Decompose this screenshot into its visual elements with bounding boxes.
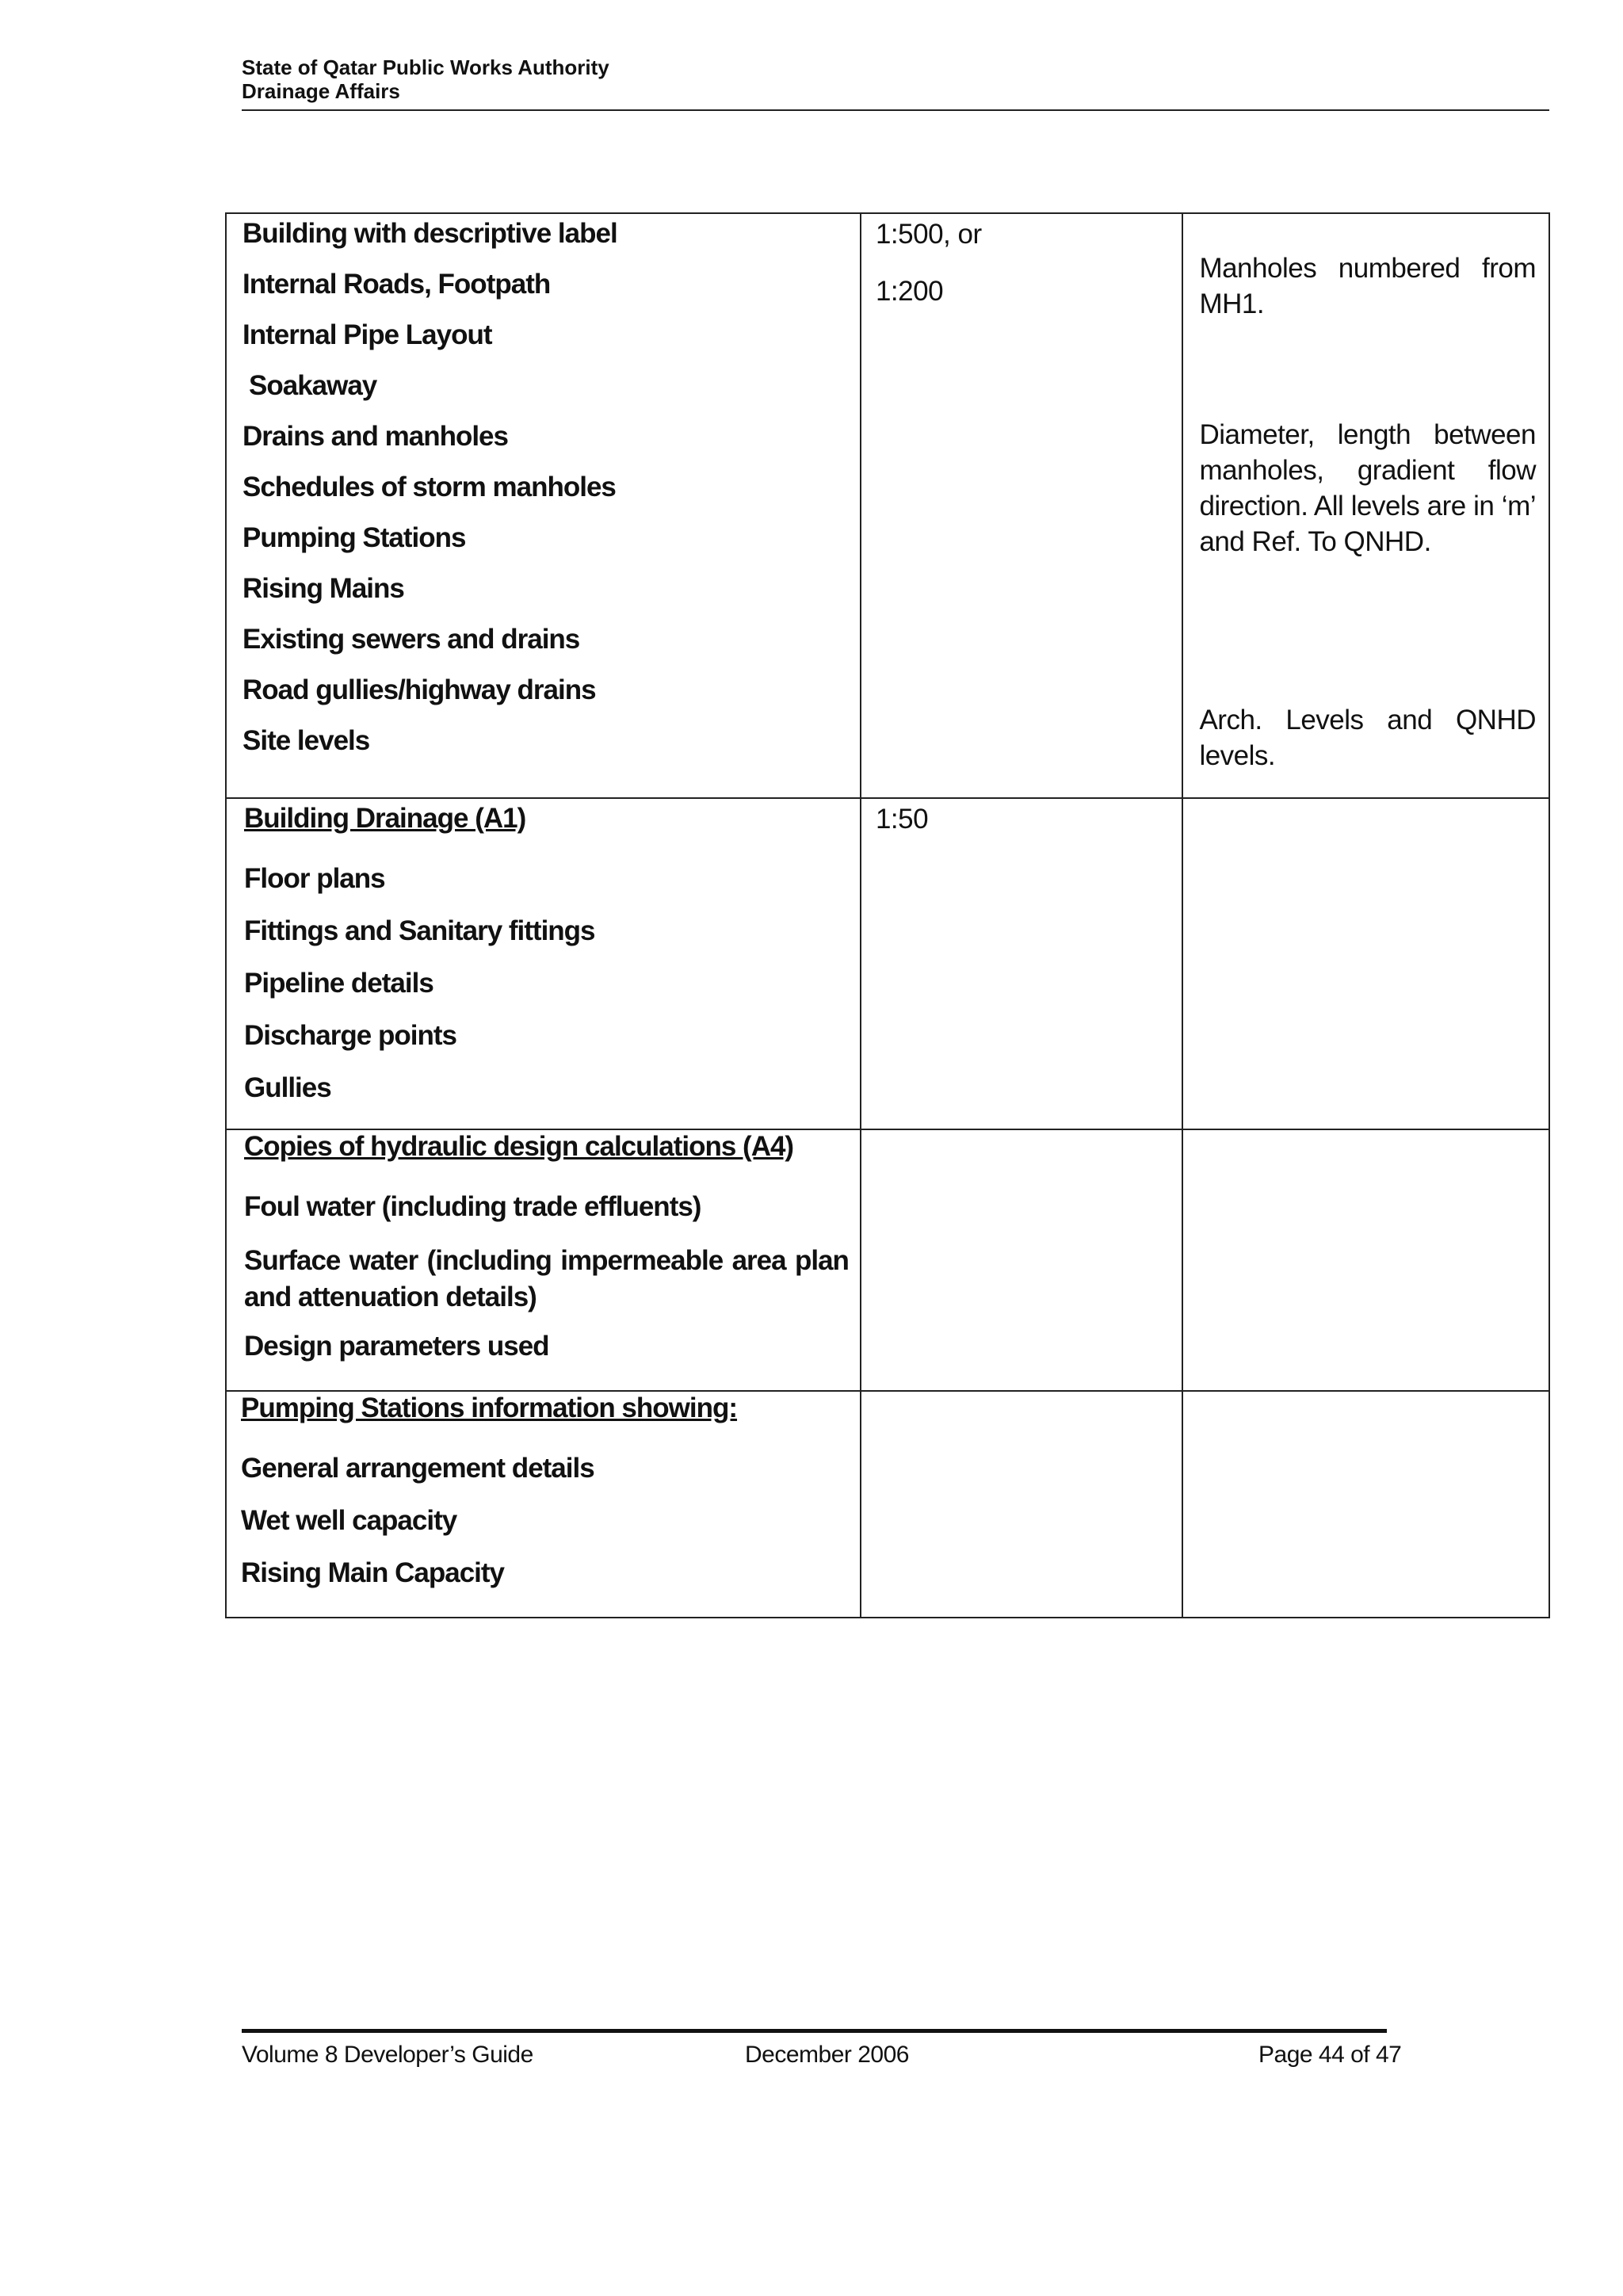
page-header: [242, 55, 1549, 103]
list-item: Fittings and Sanitary fittings: [244, 915, 595, 946]
notes-cell: [1182, 1129, 1549, 1391]
note-text: Arch. Levels and QNHD levels.: [1199, 705, 1536, 771]
scale-value: 1:50: [875, 804, 929, 835]
scale-cell: [861, 798, 1182, 1129]
footer-page-number: Page 44 of 47: [1258, 2042, 1402, 2068]
list-item: Gullies: [244, 1072, 331, 1103]
list-item: Schedules of storm manholes: [242, 472, 616, 502]
scale-cell: [861, 213, 1182, 798]
hydraulic-calculations-cell: [226, 1129, 861, 1391]
footer-rule: [242, 2029, 1387, 2033]
list-item: Pipeline details: [244, 968, 433, 999]
scale-cell: [861, 1129, 1182, 1391]
drawing-items-cell: [226, 213, 861, 798]
pumping-stations-cell: [226, 1391, 861, 1618]
list-item: Floor plans: [244, 863, 385, 894]
list-item: Existing sewers and drains: [242, 624, 580, 655]
footer-date: December 2006: [745, 2042, 909, 2068]
list-item: Building with descriptive label: [242, 218, 617, 249]
list-item: Road gullies/highway drains: [242, 674, 596, 705]
list-item: Rising Main Capacity: [241, 1557, 505, 1588]
header-rule: [242, 109, 1549, 111]
list-item: Foul water (including trade effluents): [244, 1191, 701, 1222]
table-row: [226, 1129, 1549, 1391]
table-row: [226, 798, 1549, 1129]
building-drainage-cell: [226, 798, 861, 1129]
list-item: General arrangement details: [241, 1453, 594, 1484]
notes-cell: [1182, 798, 1549, 1129]
header-department: Drainage Affairs: [242, 79, 400, 103]
list-item: Internal Roads, Footpath: [242, 269, 551, 300]
section-heading: Pumping Stations information showing:: [241, 1392, 738, 1423]
list-item: Design parameters used: [244, 1331, 549, 1362]
note-text: Diameter, length between manholes, gradient flow direction. All levels are in ‘m’ and Ref. To QNHD.: [1199, 419, 1536, 557]
list-item: Soakaway: [249, 370, 377, 401]
note-text: Manholes numbered from MH1.: [1199, 253, 1536, 319]
section-heading: Building Drainage (A1): [244, 803, 526, 834]
scale-value: 1:500, or: [875, 219, 982, 250]
list-item: Discharge points: [244, 1020, 456, 1051]
list-item: Rising Mains: [242, 573, 404, 604]
header-organization: State of Qatar Public Works Authority: [242, 55, 609, 79]
notes-cell: [1182, 213, 1549, 798]
list-item: Surface water (including impermeable area plan and attenuation details): [244, 1245, 849, 1312]
footer-document-title: Volume 8 Developer’s Guide: [242, 2042, 533, 2068]
scale-value: 1:200: [875, 276, 944, 307]
list-item: Wet well capacity: [241, 1505, 457, 1536]
scale-cell: [861, 1391, 1182, 1618]
table-row: [226, 1391, 1549, 1618]
requirements-table: [225, 212, 1550, 1618]
list-item: Drains and manholes: [242, 421, 508, 452]
list-item: Pumping Stations: [242, 522, 466, 553]
notes-cell: [1182, 1391, 1549, 1618]
list-item: Internal Pipe Layout: [242, 319, 492, 350]
section-heading: Copies of hydraulic design calculations (A4): [244, 1131, 794, 1162]
list-item: Site levels: [242, 725, 370, 756]
table-row: [226, 213, 1549, 798]
